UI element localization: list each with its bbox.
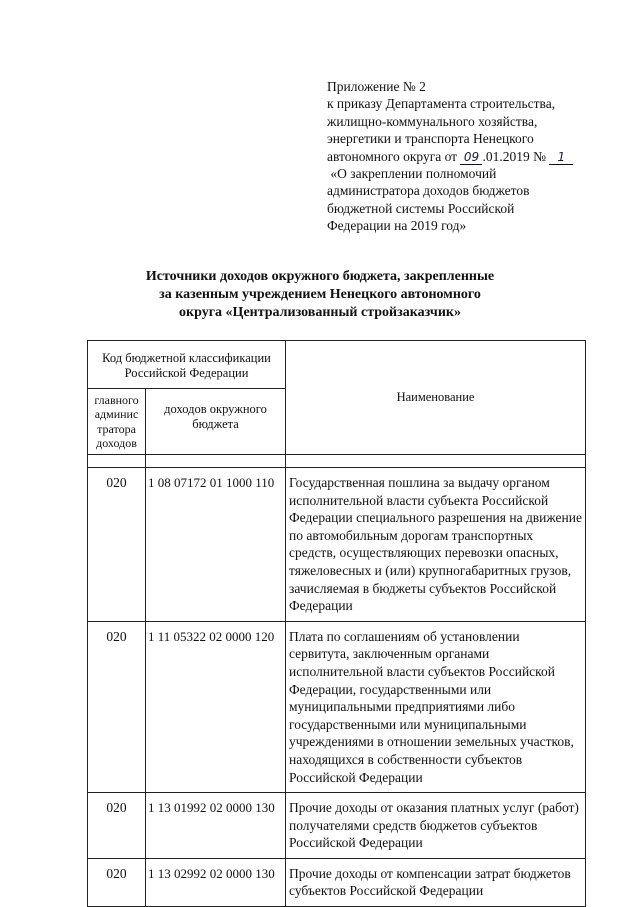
header-classification-code: Код бюджетной классификации Российской Федерации: [88, 341, 286, 389]
income-code-cell: 1 13 01992 02 0000 130: [146, 793, 286, 859]
header-income-code: доходов окружного бюджета: [146, 389, 286, 455]
income-name-cell: Прочие доходы от оказания платных услуг (работ) получателями средств бюджетов субъектов Российской Федерации: [286, 793, 586, 859]
appendix-line: Приложение № 2: [327, 79, 426, 94]
income-code-cell: 1 11 05322 02 0000 120: [146, 621, 286, 792]
appendix-line: бюджетной системы Российской: [327, 200, 515, 216]
table-row: [88, 858, 586, 906]
date-prefix: автономного округа от: [327, 148, 458, 164]
appendix-line: Федерации на 2019 год»: [327, 218, 467, 234]
admin-code-cell: 020: [88, 621, 146, 792]
header-name: Наименование: [286, 341, 586, 455]
appendix-block: [327, 78, 587, 235]
document-title: [100, 268, 540, 322]
income-code-cell: 1 08 07172 01 1000 110: [146, 468, 286, 622]
appendix-line: энергетики и транспорта Ненецкого: [327, 131, 534, 147]
appendix-line: жилищно-коммунального хозяйства,: [327, 113, 538, 129]
title-line: Источники доходов окружного бюджета, закрепленные: [145, 269, 495, 284]
income-code-cell: 1 13 02992 02 0000 130: [146, 858, 286, 906]
admin-code-cell: 020: [88, 468, 146, 622]
header-main-administrator: главного админис тратора доходов: [88, 389, 146, 455]
income-name-cell: Государственная пошлина за выдачу органом исполнительной власти субъекта Российской Федерации специального разрешения на движение по автомобильным дорогам транспортных средств, осуществляющих перевозки опасных, тяжеловесных и (или) крупногабаритных грузов, зачисляемая в бюджеты субъектов Российской Федерации: [286, 468, 586, 622]
table-row: [88, 468, 586, 622]
handwritten-order-number: 1: [549, 151, 573, 165]
handwritten-day: 09: [460, 151, 482, 165]
table-row: [88, 621, 586, 792]
date-suffix: .01.2019 №: [482, 148, 546, 164]
table-row: [88, 793, 586, 859]
admin-code-cell: 020: [88, 858, 146, 906]
appendix-line: администратора доходов бюджетов: [327, 183, 530, 199]
appendix-date-line: [327, 148, 587, 165]
income-name-cell: Прочие доходы от компенсации затрат бюджетов субъектов Российской Федерации: [286, 858, 586, 906]
appendix-line: «О закреплении полномочий: [327, 166, 497, 182]
appendix-line: к приказу Департамента строительства,: [327, 96, 556, 112]
income-name-cell: Плата по соглашениям об установлении сервитута, заключенным органами исполнительной власти субъектов Российской Федерации, государственными или муниципальными предприятиями либо государственными или муниципальными учреждениями в отношении земельных участков, находящихся в собственности субъектов Российской Федерации: [286, 621, 586, 792]
title-line: за казенным учреждением Ненецкого автономного: [159, 287, 481, 302]
title-line: округа «Централизованный стройзаказчик»: [179, 305, 461, 320]
admin-code-cell: 020: [88, 793, 146, 859]
income-sources-table: [87, 340, 586, 907]
